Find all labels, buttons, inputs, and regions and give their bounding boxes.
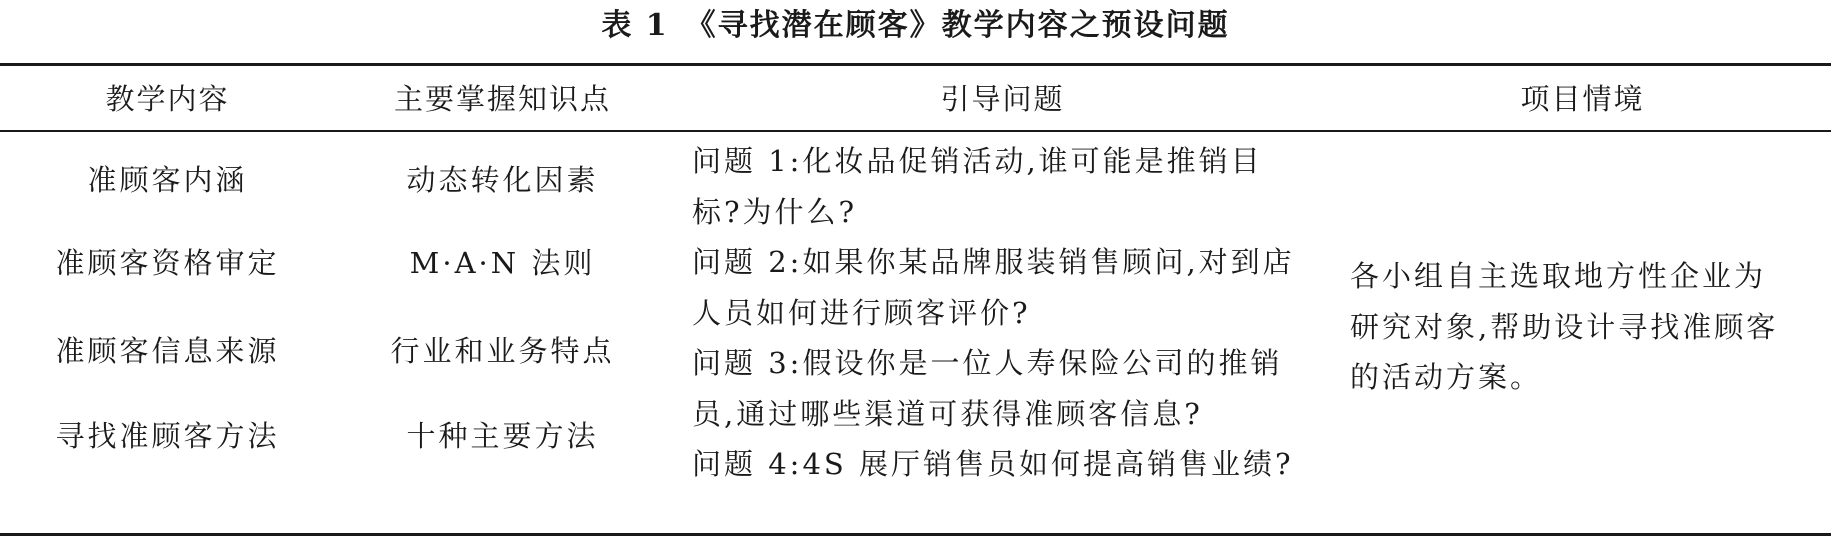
row-4-content: 寻找准顾客方法 (55, 419, 280, 453)
table-bottom-rule (0, 533, 1831, 536)
table-top-rule (0, 63, 1831, 66)
scenario-line: 研究对象,帮助设计寻找准顾客 (1350, 309, 1779, 344)
row-2-content: 准顾客资格审定 (55, 246, 280, 280)
table-caption: 表 1 《寻找潜在顾客》教学内容之预设问题 (601, 8, 1230, 43)
question-line: 问题 2:如果你某品牌服装销售顾问,对到店 (692, 245, 1295, 279)
row-4-knowledge: 十种主要方法 (406, 419, 599, 453)
header-guiding-questions: 引导问题 (940, 82, 1065, 116)
row-3-knowledge: 行业和业务特点 (390, 334, 615, 368)
question-line: 问题 4:4S 展厅销售员如何提高销售业绩? (692, 447, 1294, 481)
row-1-content: 准顾客内涵 (87, 163, 248, 197)
project-scenario-cell (1350, 251, 1820, 403)
guiding-questions-cell (692, 136, 1332, 490)
header-project-scenario: 项目情境 (1520, 82, 1645, 116)
row-1-knowledge: 动态转化因素 (406, 163, 599, 197)
question-line: 员,通过哪些渠道可获得准顾客信息? (692, 396, 1203, 431)
row-2-knowledge: M·A·N 法则 (409, 246, 596, 280)
question-line: 人员如何进行顾客评价? (692, 295, 1031, 330)
header-teaching-content: 教学内容 (105, 82, 230, 116)
question-line: 标?为什么? (692, 194, 858, 229)
scenario-line: 的活动方案。 (1350, 360, 1543, 394)
question-line: 问题 3:假设你是一位人寿保险公司的推销 (692, 346, 1283, 380)
scenario-line: 各小组自主选取地方性企业为 (1350, 259, 1767, 293)
header-key-knowledge: 主要掌握知识点 (393, 82, 611, 116)
question-line: 问题 1:化妆品促销活动,谁可能是推销目 (692, 144, 1263, 178)
row-3-content: 准顾客信息来源 (55, 334, 280, 368)
table-header-rule (0, 130, 1831, 132)
